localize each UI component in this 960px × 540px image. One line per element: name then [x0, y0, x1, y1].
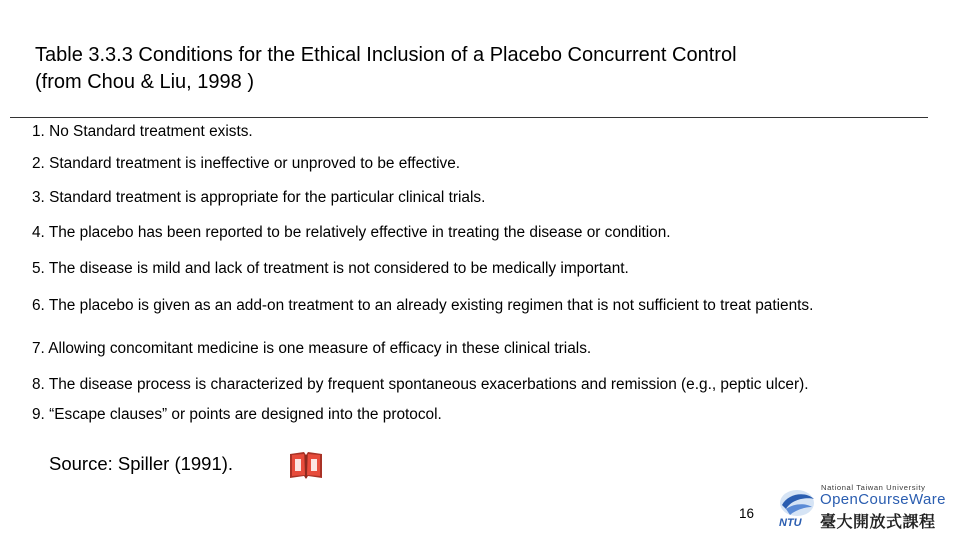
condition-item-5: 5. The disease is mild and lack of treatment is not considered to be medically important.: [32, 260, 629, 277]
emblem-text: NTU: [779, 517, 802, 529]
page-number: 16: [739, 506, 755, 521]
condition-item-7: 7. Allowing concomitant medicine is one measure of efficacy in these clinical trials.: [32, 340, 592, 357]
condition-item-9: 9. “Escape clauses” or points are designed into the protocol.: [32, 406, 442, 423]
ntu-emblem-icon: [776, 485, 818, 529]
ntu-ocw-logo: [776, 481, 954, 531]
condition-item-1: 1. No Standard treatment exists.: [32, 123, 253, 140]
logo-cjk-text: 臺大開放式課程: [820, 514, 936, 531]
source-citation: Source: Spiller (1991).: [49, 453, 234, 474]
condition-item-6: 6. The placebo is given as an add-on treatment to an already existing regimen that is not sufficient to treat patients.: [32, 297, 814, 314]
logo-ocw-text: OpenCourseWare: [820, 491, 946, 508]
condition-item-3: 3. Standard treatment is appropriate for the particular clinical trials.: [32, 189, 486, 206]
title-divider: [10, 117, 928, 118]
slide-title: [35, 42, 935, 96]
title-line-2: (from Chou & Liu, 1998 ): [35, 71, 254, 93]
title-line-1: Table 3.3.3 Conditions for the Ethical Inclusion of a Placebo Concurrent Control: [35, 44, 737, 66]
condition-item-4: 4. The placebo has been reported to be relatively effective in treating the disease or condition.: [32, 224, 671, 241]
condition-item-2: 2. Standard treatment is ineffective or unproved to be effective.: [32, 155, 461, 172]
logo-university-name: National Taiwan University: [821, 483, 926, 492]
book-icon[interactable]: [287, 449, 325, 482]
condition-item-8: 8. The disease process is characterized by frequent spontaneous exacerbations and remission (e.g., peptic ulcer).: [32, 376, 809, 393]
